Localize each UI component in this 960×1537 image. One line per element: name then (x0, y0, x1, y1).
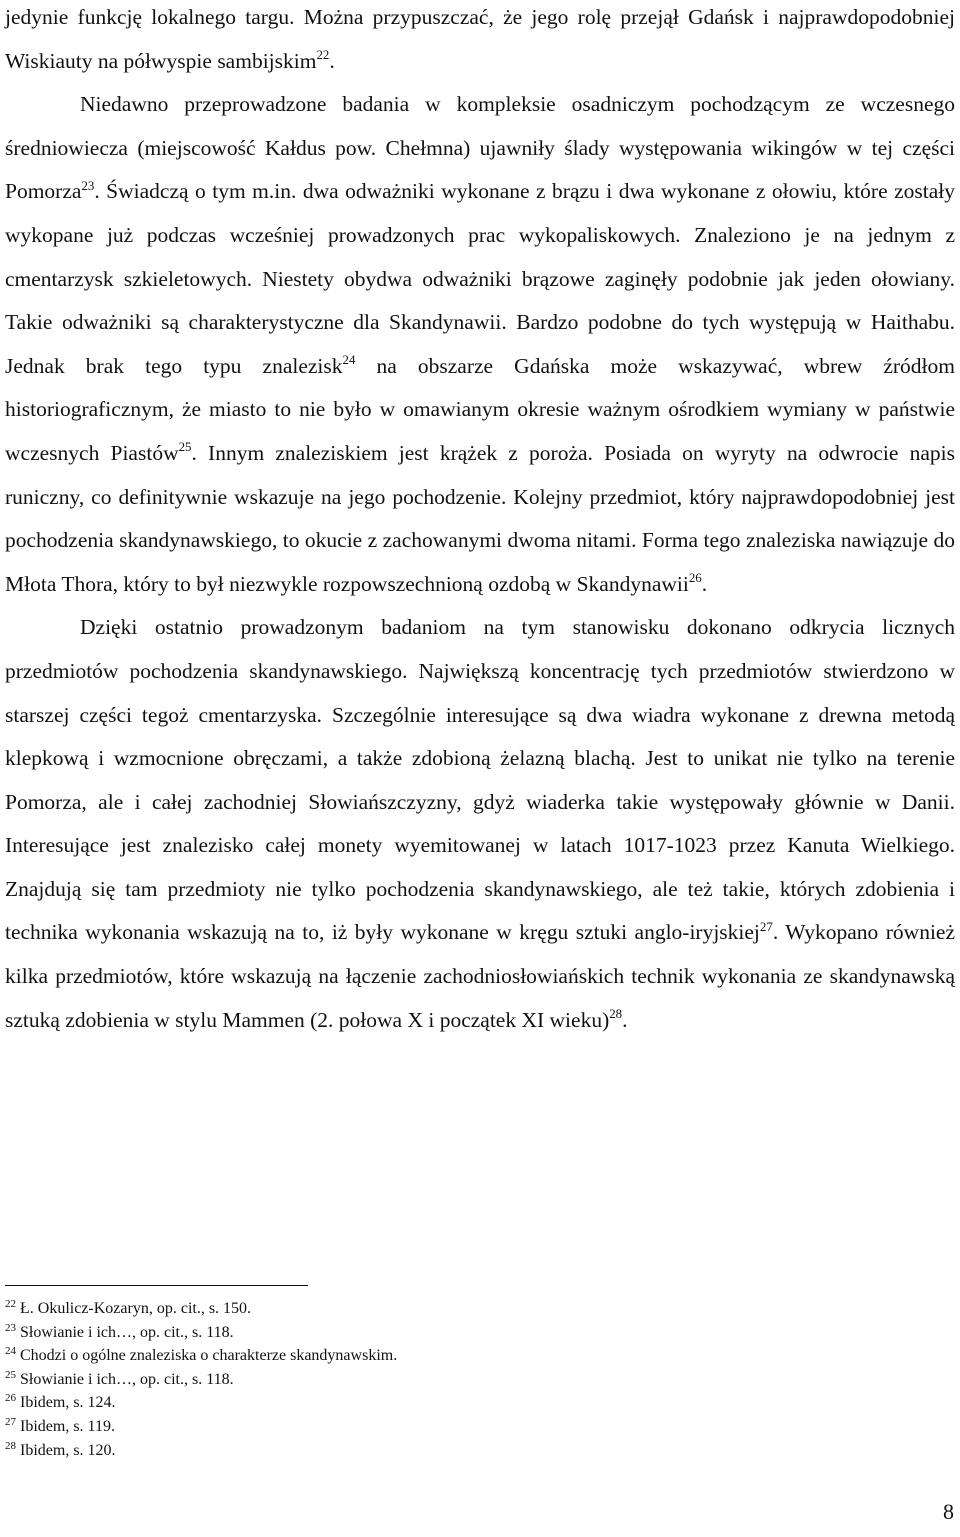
footnote (5, 1297, 905, 1321)
footnote-reference: 23 (81, 178, 95, 193)
page-number: 8 (943, 1499, 954, 1524)
footnote-reference: 27 (759, 919, 773, 934)
footnote (5, 1344, 905, 1368)
footnote-text: Ibidem, s. 120. (20, 1441, 116, 1459)
footnote-text: Chodzi o ogólne znaleziska o charakterze skandynawskim. (20, 1347, 398, 1365)
footnote (5, 1391, 905, 1415)
paragraph (5, 0, 955, 83)
footnote-reference: 25 (178, 440, 192, 455)
text-run: . Świadczą o tym m.in. dwa odważniki wykonane z brązu i dwa wykonane z ołowiu, które zostały wykopane już podczas wcześniej prowadzonych prac wykopaliskowych. Znaleziono je na jednym z cmentarzysk szkieletowych. Niestety obydwa odważniki brązowe zaginęły podobnie jak jeden ołowiany. Takie odważniki są charakterystyczne dla Skandynawii. Bardzo podobne do tych występują w Haithabu. Jednak brak tego typu znalezisk (5, 179, 955, 378)
footnote (5, 1368, 905, 1392)
footnote-number: 24 (5, 1345, 16, 1358)
text-run: na obszarze Gdańska może wskazywać, wbrew źródłom historiograficznym, że miasto to nie było w omawianym okresie ważnym ośrodkiem wymiany w państwie wczesnych Piastów (5, 353, 955, 465)
footnotes (5, 1297, 905, 1462)
paragraph (5, 606, 955, 1042)
footnote (5, 1415, 905, 1439)
footnote-text: Ł. Okulicz-Kozaryn, op. cit., s. 150. (20, 1300, 252, 1317)
footnote-reference: 28 (609, 1006, 623, 1021)
footnote (5, 1321, 905, 1345)
footnote-text: Słowianie i ich…, op. cit., s. 118. (20, 1370, 234, 1388)
footnote (5, 1439, 905, 1463)
footnote-separator (5, 1285, 308, 1286)
footnote-text: Ibidem, s. 119. (20, 1417, 115, 1435)
text-run: jedynie funkcję lokalnego targu. Można przypuszczać, że jego rolę przejął Gdańsk i najprawdopodobniej Wiskiauty na półwyspie sambijskim (5, 5, 955, 73)
body-text (5, 0, 955, 1042)
footnote-reference: 26 (688, 570, 702, 585)
footnote-number: 25 (5, 1368, 16, 1381)
text-run: Dzięki ostatnio prowadzonym badaniom na tym stanowisku dokonano odkrycia licznych przedmiotów pochodzenia skandynawskiego. Największą koncentrację tych przedmiotów stwierdzono w starszej części tegoż cmentarzyska. Szczególnie interesujące są dwa wiadra wykonane z drewna metodą klepkową i wzmocnione obręczami, a także zdobioną żelazną blachą. Jest to unikat nie tylko na terenie Pomorza, ale i całej zachodniej Słowiańszczyzny, gdyż wiaderka takie występowały głównie w Danii. Interesujące jest znalezisko całej monety wyemitowanej w latach 1017-1023 przez Kanuta Wielkiego. Znajdują się tam przedmioty nie tylko pochodzenia skandynawskiego, ale też takie, których zdobienia i technika wykonania wskazują na to, iż były wykonane w kręgu sztuki anglo-iryjskiej (5, 615, 955, 945)
footnote-reference: 22 (316, 47, 330, 62)
text-run: . (622, 1007, 628, 1032)
footnote-text: Ibidem, s. 124. (20, 1394, 116, 1412)
footnote-number: 27 (5, 1415, 16, 1428)
footnote-number: 26 (5, 1392, 16, 1405)
paragraph (5, 83, 955, 606)
text-run: . Innym znaleziskiem jest krążek z poroża. Posiada on wyryty na odwrocie napis runiczny, co definitywnie wskazuje na jego pochodzenie. Kolejny przedmiot, który najprawdopodobniej jest pochodzenia skandynawskiego, to okucie z zachowanymi dwoma nitami. Forma tego znaleziska nawiązuje do Młota Thora, który to był niezwykle rozpowszechnioną ozdobą w Skandynawii (5, 440, 955, 596)
text-run: . Wykopano również kilka przedmiotów, które wskazują na łączenie zachodniosłowiańskich technik wykonania ze skandynawską sztuką zdobienia w stylu Mammen (2. połowa X i początek XI wieku) (5, 920, 956, 1032)
text-run: . (329, 48, 335, 73)
text-run: Niedawno przeprowadzone badania w kompleksie osadniczym pochodzącym ze wczesnego średniowiecza (miejscowość Kałdus pow. Chełmna) ujawniły ślady występowania wikingów w tej części Pomorza (5, 92, 955, 204)
footnote-text: Słowianie i ich…, op. cit., s. 118. (20, 1323, 234, 1341)
text-run: . (701, 571, 708, 596)
footnote-number: 22 (5, 1298, 16, 1310)
footnote-number: 23 (5, 1321, 16, 1334)
footnote-reference: 24 (342, 352, 356, 367)
footnote-number: 28 (5, 1439, 16, 1452)
